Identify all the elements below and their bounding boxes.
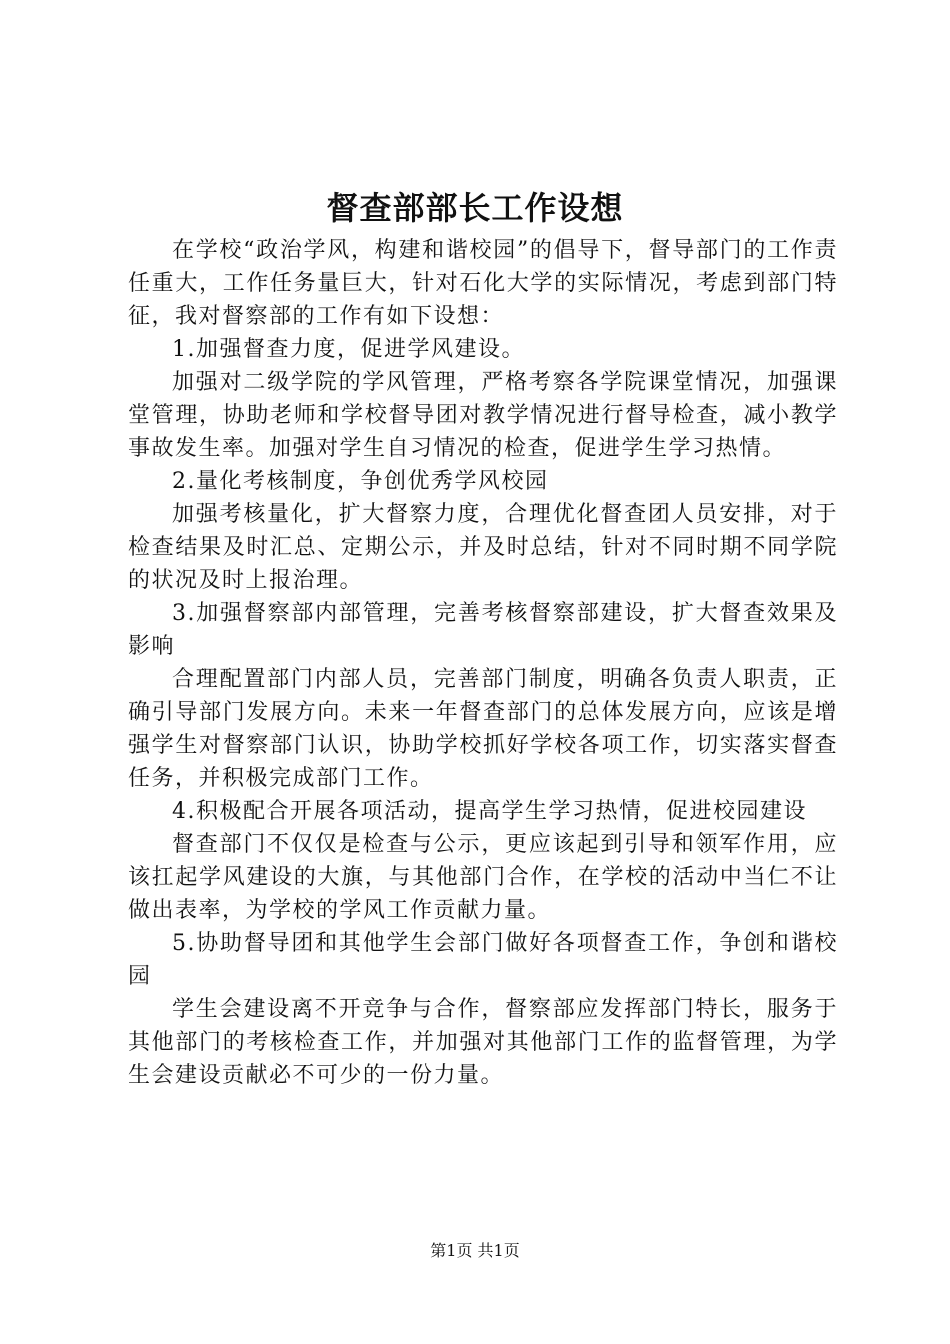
section-heading-4: 4.积极配合开展各项活动，提高学生学习热情，促进校园建设 [172,799,807,824]
section-paragraph-1: 加强对二级学院的学风管理，严格考察各学院课堂情况，加强课堂管理，协助老师和学校督导团对教学情况进行督导检查，减小教学事故发生率。加强对学生自习情况的检查，促进学生学习热情。 [128,370,838,461]
document-title: 督查部部长工作设想 [326,189,624,227]
section-heading-2: 2.量化考核制度，争创优秀学风校园 [172,469,549,494]
section-heading-1: 1.加强督查力度，促进学风建设。 [172,337,525,362]
section-heading-3: 3.加强督察部内部管理，完善考核督察部建设，扩大督查效果及影响 [128,601,838,659]
section-paragraph-3: 合理配置部门内部人员，完善部门制度，明确各负责人职责，正确引导部门发展方向。未来一年督查部门的总体发展方向，应该是增强学生对督察部门认识，协助学校抓好学校各项工作，切实落实督查任务，并积极完成部门工作。 [128,667,838,791]
page-number-footer: 第1页 共1页 [430,1241,520,1260]
section-paragraph-2: 加强考核量化，扩大督察力度，合理优化督查团人员安排，对于检查结果及时汇总、定期公示，并及时总结，针对不同时期不同学院的状况及时上报治理。 [128,502,838,593]
intro-paragraph: 在学校“政治学风，构建和谐校园”的倡导下，督导部门的工作责任重大，工作任务量巨大，针对石化大学的实际情况，考虑到部门特征，我对督察部的工作有如下设想： [128,238,838,329]
section-paragraph-4: 督查部门不仅仅是检查与公示，更应该起到引导和领军作用，应该扛起学风建设的大旗，与其他部门合作，在学校的活动中当仁不让做出表率，为学校的学风工作贡献力量。 [128,832,838,923]
document-body [128,234,838,1092]
section-paragraph-5: 学生会建设离不开竞争与合作，督察部应发挥部门特长，服务于其他部门的考核检查工作，并加强对其他部门工作的监督管理，为学生会建设贡献必不可少的一份力量。 [128,997,838,1088]
section-heading-5: 5.协助督导团和其他学生会部门做好各项督查工作，争创和谐校园 [128,931,838,989]
